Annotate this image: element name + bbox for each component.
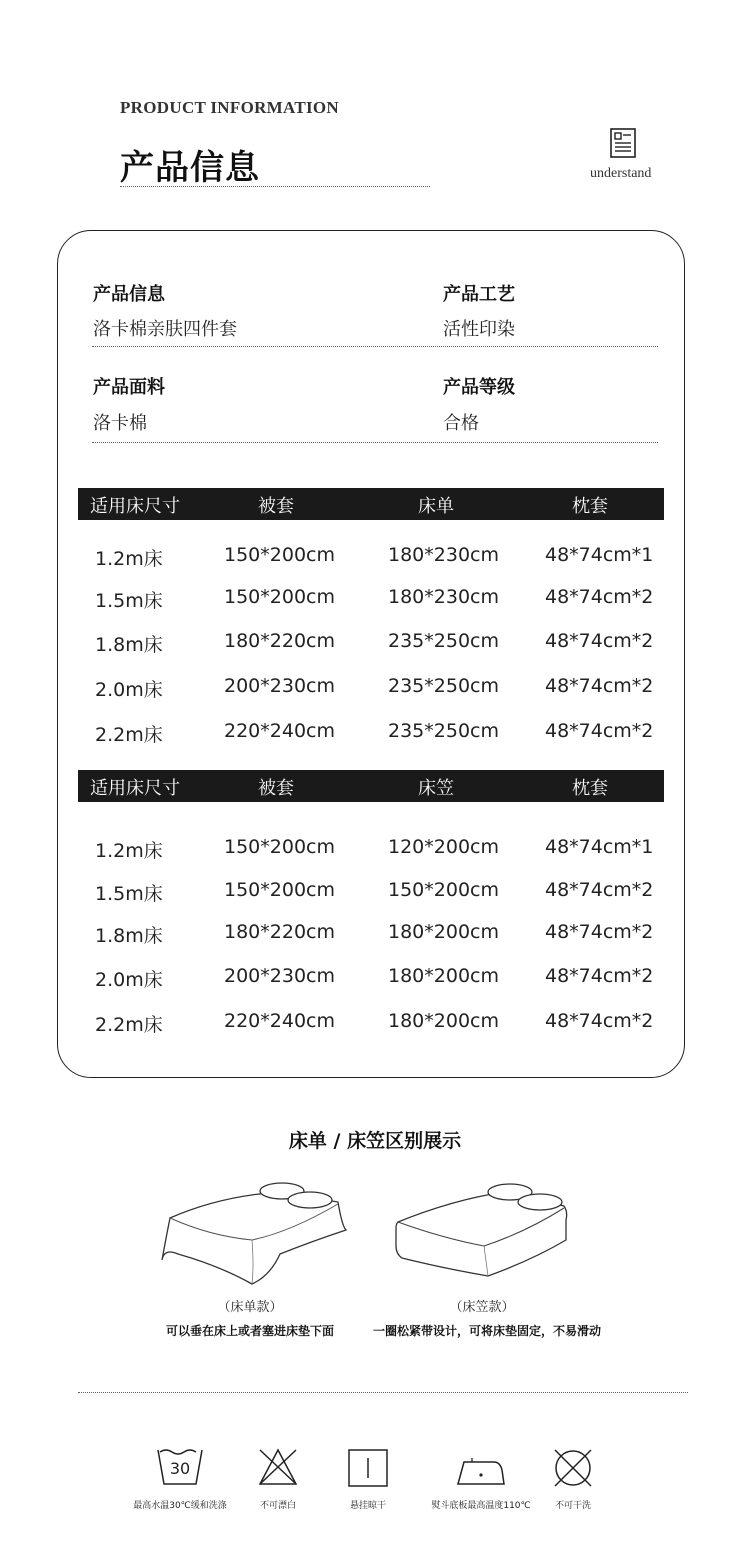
info-value-grade: 合格 — [443, 413, 479, 434]
table-cell: 200*230cm — [224, 675, 335, 697]
no-bleach-icon — [256, 1446, 300, 1488]
table-cell: 220*240cm — [224, 720, 335, 742]
table-header-cell: 枕套 — [572, 496, 608, 517]
comparison-title: 床单 / 床笠区别展示 — [288, 1130, 462, 1152]
flat-sheet-illustration — [160, 1176, 350, 1288]
table-cell: 48*74cm*2 — [545, 675, 654, 697]
header-en-title: PRODUCT INFORMATION — [120, 98, 339, 117]
table-cell: 2.0m床 — [95, 969, 163, 991]
table-cell: 180*200cm — [388, 1010, 499, 1032]
table-cell: 48*74cm*1 — [545, 544, 654, 566]
info-value-product: 洛卡棉亲肤四件套 — [93, 319, 237, 340]
table-cell: 180*220cm — [224, 921, 335, 943]
page-title: 产品信息 — [120, 148, 260, 188]
section-divider — [78, 1392, 688, 1393]
table-cell: 200*230cm — [224, 965, 335, 987]
table-cell: 1.8m床 — [95, 925, 163, 947]
wash-temperature-badge: 30 — [169, 1459, 191, 1478]
table-cell: 2.2m床 — [95, 1014, 163, 1036]
table-cell: 120*200cm — [388, 836, 499, 858]
table-header-cell: 被套 — [258, 778, 294, 799]
table-cell: 180*200cm — [388, 965, 499, 987]
table-cell: 48*74cm*2 — [545, 1010, 654, 1032]
table-header-cell: 枕套 — [572, 778, 608, 799]
no-dry-clean-icon — [551, 1446, 595, 1490]
table-cell: 180*200cm — [388, 921, 499, 943]
table-cell: 235*250cm — [388, 630, 499, 652]
table-cell: 48*74cm*2 — [545, 586, 654, 608]
table-header-cell: 床单 — [418, 496, 454, 517]
table-cell: 235*250cm — [388, 720, 499, 742]
fitted-sheet-desc: 一圈松紧带设计，可将床垫固定，不易滑动 — [372, 1324, 601, 1338]
fitted-sheet-name: （床笠款） — [449, 1300, 515, 1315]
flat-sheet-desc: 可以垂在床上或者塞进床垫下面 — [165, 1324, 334, 1338]
info-title-fabric: 产品面料 — [93, 377, 165, 398]
table-cell: 2.2m床 — [95, 724, 163, 746]
table-header-cell: 适用床尺寸 — [90, 496, 180, 517]
size-table-header — [78, 770, 664, 802]
info-title-product: 产品信息 — [93, 284, 165, 305]
table-cell: 48*74cm*2 — [545, 879, 654, 901]
size-table-header — [78, 488, 664, 520]
table-cell: 48*74cm*2 — [545, 965, 654, 987]
table-cell: 150*200cm — [388, 879, 499, 901]
care-label-no-dry-clean: 不可干洗 — [554, 1501, 591, 1511]
table-cell: 48*74cm*2 — [545, 921, 654, 943]
info-value-craft: 活性印染 — [443, 319, 515, 340]
table-cell: 150*200cm — [224, 586, 335, 608]
table-cell: 180*230cm — [388, 544, 499, 566]
info-divider — [92, 346, 658, 347]
table-cell: 150*200cm — [224, 544, 335, 566]
table-cell: 48*74cm*2 — [545, 630, 654, 652]
table-cell: 180*220cm — [224, 630, 335, 652]
understand-label: understand — [590, 166, 652, 181]
hang-dry-icon — [347, 1448, 389, 1488]
table-cell: 150*200cm — [224, 879, 335, 901]
table-cell: 2.0m床 — [95, 679, 163, 701]
table-cell: 1.8m床 — [95, 634, 163, 656]
table-cell: 1.5m床 — [95, 590, 163, 612]
table-header-cell: 被套 — [258, 496, 294, 517]
info-title-craft: 产品工艺 — [443, 284, 515, 305]
document-card-icon — [610, 128, 636, 158]
table-cell: 48*74cm*1 — [545, 836, 654, 858]
info-title-grade: 产品等级 — [443, 377, 515, 398]
care-label-no-bleach: 不可漂白 — [259, 1501, 296, 1511]
table-cell: 48*74cm*2 — [545, 720, 654, 742]
table-cell: 1.2m床 — [95, 548, 163, 570]
table-cell: 180*230cm — [388, 586, 499, 608]
table-cell: 220*240cm — [224, 1010, 335, 1032]
care-label-iron: 熨斗底板最高温度110℃ — [431, 1501, 531, 1511]
info-divider — [92, 442, 658, 443]
iron-low-icon — [454, 1456, 508, 1488]
info-value-fabric: 洛卡棉 — [93, 413, 147, 434]
header-divider — [120, 186, 430, 187]
fitted-sheet-illustration — [392, 1176, 572, 1280]
care-label-wash: 最高水温30℃缓和洗涤 — [133, 1501, 227, 1511]
table-cell: 1.2m床 — [95, 840, 163, 862]
table-cell: 150*200cm — [224, 836, 335, 858]
table-header-cell: 适用床尺寸 — [90, 778, 180, 799]
flat-sheet-name: （床单款） — [217, 1300, 283, 1315]
table-cell: 235*250cm — [388, 675, 499, 697]
table-cell: 1.5m床 — [95, 883, 163, 905]
table-header-cell: 床笠 — [418, 778, 454, 799]
care-label-hang-dry: 悬挂晾干 — [349, 1501, 386, 1511]
